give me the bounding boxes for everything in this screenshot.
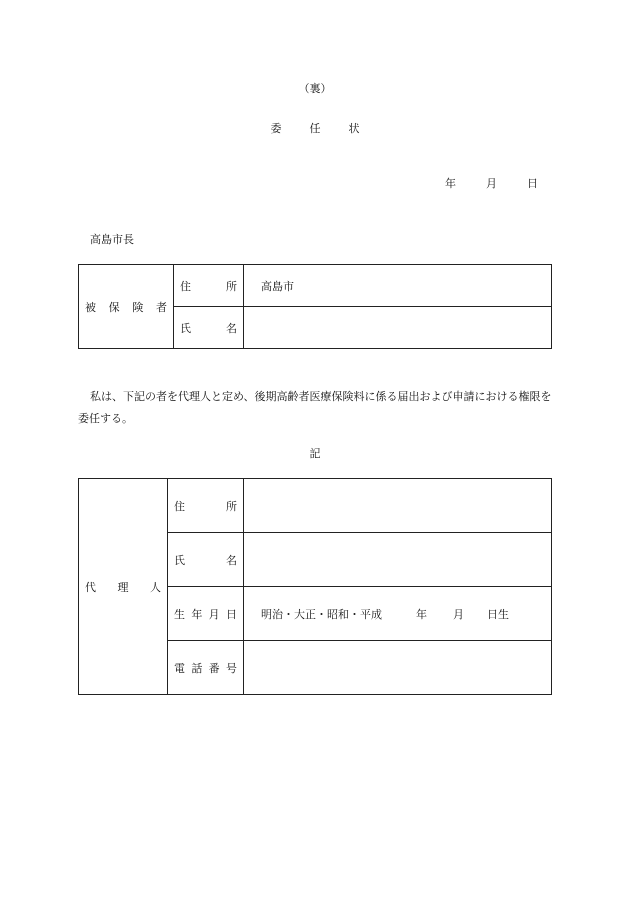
title-char: 状 <box>348 122 360 135</box>
agent-address-label <box>168 498 243 514</box>
agent-name-label <box>168 552 243 568</box>
agent-name-field[interactable] <box>244 533 552 587</box>
label-char: 氏 <box>174 553 185 567</box>
label-char: 代 <box>85 580 96 594</box>
addressee: 高島市長 <box>90 233 134 246</box>
label-char: 名 <box>226 321 237 335</box>
back-side-label: （裏） <box>298 82 332 95</box>
insured-group-cell <box>79 265 174 349</box>
label-char: 電 <box>174 661 185 675</box>
label-char: 氏 <box>180 321 191 335</box>
agent-address-field[interactable] <box>244 479 552 533</box>
label-char: 者 <box>155 300 167 314</box>
date-day-label: 日 <box>527 177 538 190</box>
agent-phone-label <box>168 660 243 676</box>
label-char: 番 <box>208 661 220 675</box>
insured-person-table <box>78 264 552 349</box>
label-char: 被 <box>85 300 96 314</box>
document-title <box>0 120 630 136</box>
label-char: 険 <box>132 300 144 314</box>
insured-name-label-cell <box>174 307 244 349</box>
birth-month-label: 月 <box>453 607 464 621</box>
agent-group-cell <box>79 479 168 695</box>
agent-group-label <box>79 579 167 595</box>
birth-day-label: 日生 <box>487 607 509 621</box>
birth-year-label: 年 <box>416 607 427 621</box>
agent-phone-label-cell <box>168 641 244 695</box>
label-char: 生 <box>174 607 185 621</box>
delegation-statement: 私は、下記の者を代理人と定め、後期高齢者医療保険料に係る届出および申請における権限を委任する。 <box>78 390 552 425</box>
insured-address-value: 高島市 <box>261 279 294 293</box>
agent-name-label-cell <box>168 533 244 587</box>
agent-birthdate-field[interactable] <box>244 587 552 641</box>
agent-address-label-cell <box>168 479 244 533</box>
label-char: 年 <box>191 607 203 621</box>
label-char: 日 <box>225 607 237 621</box>
label-char: 月 <box>208 607 220 621</box>
agent-birthdate-label <box>168 606 243 622</box>
title-char: 任 <box>309 122 321 135</box>
label-char: 話 <box>191 661 203 675</box>
insured-address-field[interactable] <box>244 265 552 307</box>
insured-name-label <box>174 320 243 336</box>
date-year-label: 年 <box>445 177 456 190</box>
label-char: 住 <box>180 279 191 293</box>
agent-birthdate-label-cell <box>168 587 244 641</box>
agent-birthdate-value <box>244 606 551 622</box>
label-char: 名 <box>226 553 237 567</box>
insured-name-field[interactable] <box>244 307 552 349</box>
insured-address-label <box>174 278 243 294</box>
era-options: 明治・大正・昭和・平成 <box>261 607 382 621</box>
date-line <box>445 175 538 191</box>
agent-table <box>78 478 552 695</box>
insured-group-label <box>79 299 173 315</box>
label-char: 号 <box>225 661 237 675</box>
ki-heading: 記 <box>309 447 321 460</box>
label-char: 所 <box>226 279 237 293</box>
label-char: 住 <box>174 499 185 513</box>
label-char: 人 <box>150 580 161 594</box>
title-char: 委 <box>270 122 282 135</box>
label-char: 理 <box>117 580 129 594</box>
label-char: 保 <box>108 300 120 314</box>
agent-phone-field[interactable] <box>244 641 552 695</box>
label-char: 所 <box>226 499 237 513</box>
date-month-label: 月 <box>486 177 497 190</box>
insured-address-label-cell <box>174 265 244 307</box>
